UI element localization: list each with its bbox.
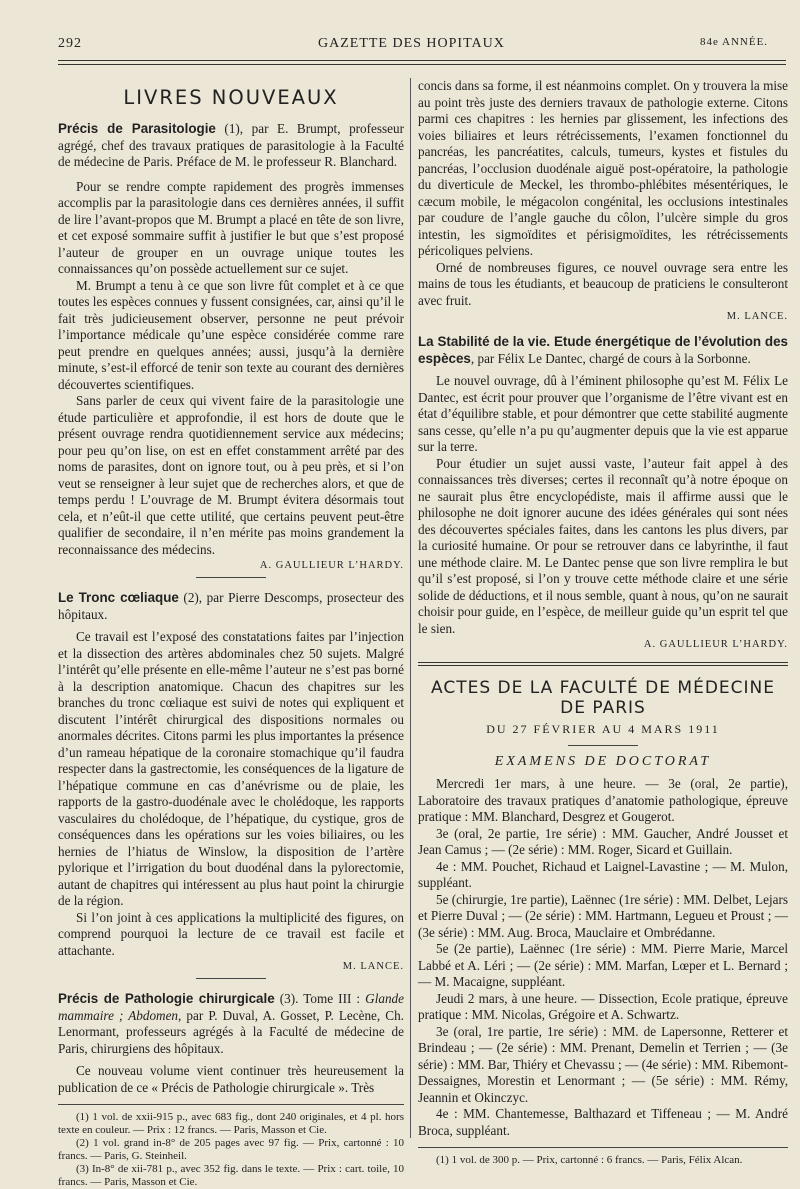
paragraph: Pour étudier un sujet aussi vaste, l’auteur fait appel à des connaissances très diverses; certes il reconnaît qu’à notre époque on ne saurait plus être encyclopédiste, mais il affirme aussi que le philosophe ne doit ignorer aucune des idées générales qui sont nées des découvertes spéciales faites, dans les cantons les plus divers, par la curiosité humaine. Or pour se retrouver dans ce labyrinthe, il faut une méthode claire. M. Le Dantec pense que son livre remplira le but qu’il s’est proposé, si l’on y trouve cette méthode claire et une série solide de déductions, et il nous semble, quant à nous, qu’on ne saurait choisir pour guide, en l’espèce, de meilleur guide qu’un esprit tel que le sien. [418, 455, 788, 636]
exam-entry: 5e (2e partie), Laënnec (1re série) : MM. Pierre Marie, Marcel Labbé et A. Léri ; — (2e série) : MM. Marfan, Lœper et L. Bernard ; — M. Macaigne, suppléant. [418, 941, 788, 989]
paragraph: Si l’on joint à ces applications la multiplicité des figures, on comprend pourquoi la lecture de ce travail est facile et attachante. [58, 909, 404, 958]
left-column [58, 78, 404, 1189]
book-meta: , par P. Duval, A. Gosset, P. Lecène, Ch. Lenormant, professeurs agrégés à la Faculté de médecine de Paris, chirurgiens des hôpitaux. [58, 1007, 404, 1056]
footnote-rule [418, 1147, 788, 1148]
footnote: (3) In-8° de xii-781 p., avec 352 fig. dans le texte. — Prix : cart. toile, 10 francs. — Paris, Masson et Cie. [58, 1163, 404, 1188]
signature: M. LANCE. [342, 961, 404, 972]
exam-entry: 3e (oral, 1re partie, 1re série) : MM. de Lapersonne, Retterer et Brindeau ; — (2e série) : MM. Prenant, Demelin et Terrien ; — (3e série) : MM. Bar, Thiéry et Chevassu ; — (4e série) : MM. Ribemont-Dessaignes, Morestin et Lenormant ; — (5e série) : MM. Rémy, Jeannin et Okinczyc. [418, 1023, 788, 1105]
paragraph: concis dans sa forme, il est néanmoins complet. On y trouvera la mise au point très juste des derniers travaux de pathologie externe. Citons parmi ces chapitres : les hernies par glissement, les infections des voies biliaires et leurs rétrécissements, l’examen fonctionnel du pancréas, les pancréatites, calculs, tumeurs, kystes et fistules du pancréas, l’occlusion duodénale aiguë post-opératoire, la pathologie du diverticule de Meckel, les thrombo-phlébites mésentériques, le cæcum mobile, le mégacolon congénital, les occlusions intestinales par coudure de l’angle gauche du côlon, l’ulcère simple du gros intestin, les sigmoïdites et périsigmoïdites, les rétrécissements péricoliques pelviens. [418, 78, 788, 258]
book-meta-italic: Glande mammaire ; Abdomen [58, 991, 404, 1023]
book-meta: (3). Tome III : [274, 991, 366, 1006]
divider [196, 978, 266, 979]
divider [568, 745, 638, 746]
footnote: (2) 1 vol. grand in-8° de 205 pages avec 97 fig. — Prix, cartonné : 10 francs. — Paris, G. Steinheil. [58, 1137, 404, 1162]
book-heading [418, 334, 788, 367]
exam-entry: 4e : MM. Pouchet, Richaud et Laignel-Lavastine ; — M. Mulon, suppléant. [418, 858, 788, 890]
examens-title: EXAMENS DE DOCTORAT [494, 754, 712, 769]
page-number: 292 [58, 36, 82, 51]
actes-title: ACTES DE LA FACULTÉ DE MÉDECINE DE PARIS [431, 678, 775, 718]
paragraph: Pour se rendre compte rapidement des progrès immenses accomplis par la parasitologie dans ces dernières années, il suffit de lire l’avant-propos que M. Brumpt a placé en tête de son livre, et cet exposé sommaire suffit à justifier le but que s’est proposé l’auteur de grouper en un ouvrage unique toutes les connaissances qu’on possède actuellement sur ce sujet. [58, 178, 404, 276]
right-column [418, 78, 788, 1167]
book-title: Précis de Parasitologie [58, 121, 216, 136]
book-meta: (2), par Pierre Descomps, prosecteur des hôpitaux. [58, 590, 404, 622]
exam-entry: Jeudi 2 mars, à une heure. — Dissection, Ecole pratique, épreuve pratique : MM. Nicolas, Grégoire et A. Schwartz. [418, 990, 788, 1022]
exam-entry: Mercredi 1er mars, à une heure. — 3e (oral, 2e partie), Laboratoire des travaux pratiques d’anatomie pathologique, épreuve pratique : MM. Blanchard, Desgrez et Gougerot. [418, 776, 788, 824]
actes-subtitle: DU 27 FÉVRIER AU 4 MARS 1911 [486, 722, 720, 736]
paragraph: Ce travail est l’exposé des constatations faites par l’injection et la dissection des artères abdominales chez 50 sujets. Malgré l’intérêt qu’elle présente en elle-même l’auteur ne s’est pas borné à la description anatomique. Chacun des chapitres sur les branches du tronc cœliaque est suivi de notes qui expliquent et discutent l’intérêt chirurgical des dispositions normales ou anormales décrites. Citons parmi les plus importantes la présence d’un rameau hépatique de la coronaire stomachique qu’il faudra respecter dans la gastrectomie, les conséquences de la ligature de l’hépatique commune en cas d’anévrisme ou de plaie, les rapports de la gastro-duodénale avec le cholédoque, les rapports vasculaires du cholédoque, de l’hépatique, du cystique, gros de conséquences dans les opérations sur les voies biliaires, ou les hernies de l’hiatus de Winslow, la disposition de l’artère pylorique et l’irrigation du bout duodénal dans la pylorectomie, autant de chapitres qui intéressent au plus haut point la chirurgie de la région. [58, 629, 404, 908]
footnote: (1) 1 vol. de 300 p. — Prix, cartonné : 6 francs. — Paris, Félix Alcan. [436, 1154, 743, 1166]
section-rule [418, 662, 788, 666]
signature: M. LANCE. [726, 311, 788, 322]
book-heading [58, 590, 404, 623]
book-title: Le Tronc cœliaque [58, 590, 179, 605]
book-meta: (1), par E. Brumpt, professeur agrégé, chef des travaux pratiques de parasitologie à la Faculté de médecine de Paris. Préface de M. le professeur R. Blanchard. [58, 121, 404, 169]
section-title: LIVRES NOUVEAUX [123, 86, 339, 109]
header-rule [58, 60, 786, 61]
paragraph: Ce nouveau volume vient continuer très heureusement la publication de ce « Précis de Pathologie chirurgicale ». Très [58, 1063, 404, 1095]
footnote: (1) 1 vol. de xxii-915 p., avec 683 fig., dont 240 originales, et 4 pl. hors texte en couleur. — Prix : 12 francs. — Paris, Masson et Cie. [58, 1111, 404, 1136]
book-heading [58, 121, 404, 171]
header-rule-2 [58, 64, 786, 65]
exam-entry: 4e : MM. Chantemesse, Balthazard et Tiffeneau ; — M. André Broca, suppléant. [418, 1106, 788, 1138]
divider [196, 577, 266, 578]
exam-entry: 3e (oral, 2e partie, 1re série) : MM. Gaucher, André Jousset et Jean Camus ; — (2e série) : MM. Roger, Sicard et Guillain. [418, 825, 788, 857]
running-header [0, 36, 800, 56]
paragraph: Le nouvel ouvrage, dû à l’éminent philosophe qu’est M. Félix Le Dantec, est écrit pour prouver que l’organisme de l’être vivant est en état d’équilibre stable, et pour démontrer que cette stabilité augmente sans cesse, qu’elle n’a pu qu’augmenter depuis que la vie est apparue sur la terre. [418, 373, 788, 454]
footnote-rule [58, 1104, 404, 1105]
column-divider [410, 78, 411, 1138]
journal-title: GAZETTE DES HOPITAUX [318, 36, 505, 51]
journal-year: 84e ANNÉE. [700, 36, 769, 48]
paragraph: M. Brumpt a tenu à ce que son livre fût complet et à ce que toutes les espèces connues y fussent consignées, car, ainsi qu’il le fait très judicieusement observer, personne ne peut prévoir l’importance médicale qu’une espèce considérée comme rare peut prendre en quelques années; aussi, jusqu’à la dernière minute, s’est-il efforcé de tenir son texte au courant des dernières découvertes scientifiques. [58, 277, 404, 392]
exam-entry: 5e (chirurgie, 1re partie), Laënnec (1re série) : MM. Delbet, Lejars et Pierre Duval ; — (2e série) : MM. Hartmann, Legueu et Proust ; — (3e série) : MM. Aug. Broca, Mauclaire et Ombrédanne. [418, 891, 788, 940]
book-meta: , par Félix Le Dantec, chargé de cours à la Sorbonne. [470, 350, 751, 366]
signature: A. GAULLIEUR L’HARDY. [259, 560, 404, 571]
paragraph: Sans parler de ceux qui vivent faire de la parasitologie une étude particulière et approfondie, il est hors de doute que le présent ouvrage rendra quotidiennement service aux médecins; pour peu qu’on lise, on est en effet constamment arrêté par des noms de parasites, dont on ignore tout, ou à peu près, et si l’on veut se renseigner à leur sujet que de recherches alors, et que de temps perdu ! L’ouvrage de M. Brumpt évitera désormais tout cela, et n’eût-il que cette utilité, que certains peuvent peut-être qualifier de secondaire, il n’en mérite pas moins grandement la reconnaissance des médecins. [58, 393, 404, 557]
book-title: Précis de Pathologie chirurgicale [58, 991, 275, 1006]
paragraph: Orné de nombreuses figures, ce nouvel ouvrage sera entre les mains de tous les étudiants, et beaucoup de praticiens le consulteront avec fruit. [418, 259, 788, 308]
book-heading [58, 991, 404, 1057]
book-title: La Stabilité de la vie. Etude énergétique de l’évolution des espèces [418, 334, 788, 366]
signature: A. GAULLIEUR L’HARDY. [643, 639, 788, 650]
